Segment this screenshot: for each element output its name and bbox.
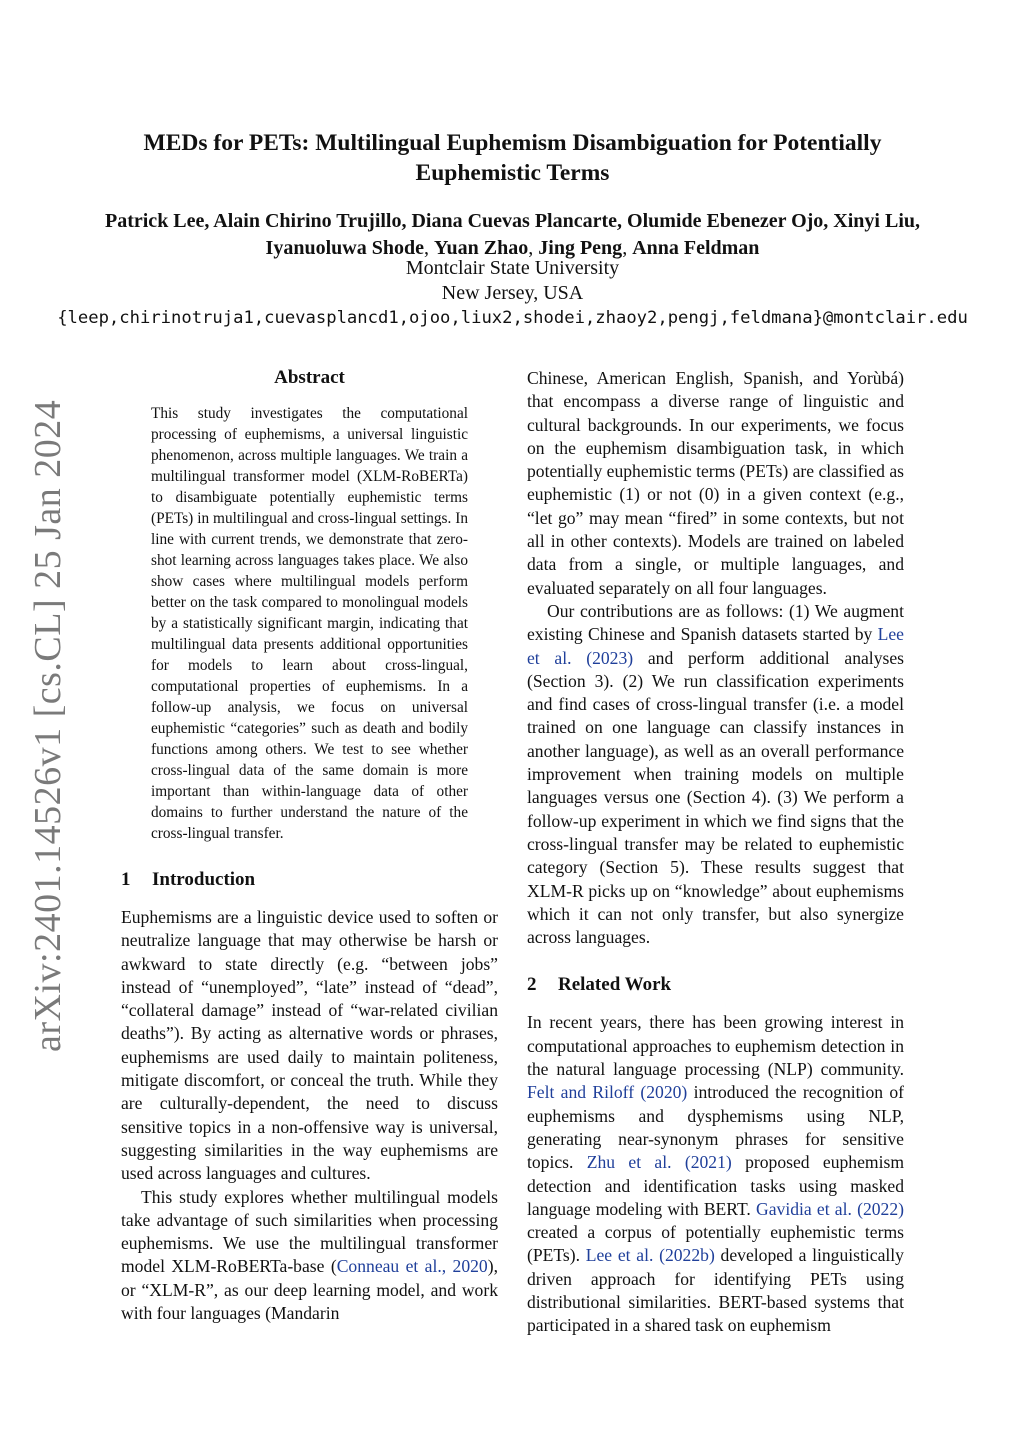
section-heading-introduction xyxy=(121,868,498,892)
text-run: In recent years, there has been growing interest in computational approaches to euphemism detection in the natural language processing (NLP) community. xyxy=(527,1012,904,1080)
right-column xyxy=(527,367,904,1338)
author-separator: , xyxy=(423,237,434,259)
text-run: introduced the recognition of euphemisms and dysphemisms using NLP, generating near-synonym phrases for sensitive topics. xyxy=(527,1082,904,1173)
text-run: This study explores whether multilingual models take advantage of such similarities when processing euphemisms. We use the multilingual transformer model XLM-RoBERTa-base ( xyxy=(121,1186,498,1277)
author-separator: , xyxy=(528,237,539,259)
author-zhao: Yuan Zhao xyxy=(433,237,529,259)
section-title: Introduction xyxy=(152,869,256,890)
section-heading-related-work xyxy=(527,973,904,997)
arxiv-identifier: arXiv:2401.14526v1 [cs.CL] 25 Jan 2024 xyxy=(27,399,69,1052)
text-run: proposed euphemism detection and identification tasks using masked language modeling with BERT. xyxy=(527,1152,904,1219)
intro-paragraph-1: Euphemisms are a linguistic device used to soften or neutralize language that may otherwise be harsh or awkward to state directly (e.g. “between jobs” instead of “unemployed”, “late” instead of “dead”, “collateral damage” instead of “war-related civilian deaths”). By acting as alternative words or phrases, euphemisms are used daily to maintain politeness, mitigate discomfort, or conceal the truth. While they are culturally-dependent, the need to discuss sensitive topics in a non-offensive way is universal, suggesting similarities in the way euphemisms are used across languages and cultures. xyxy=(121,907,498,1184)
citation-link-lee-2023[interactable]: Lee et al. (2023) xyxy=(527,624,904,668)
text-run: and perform additional analyses (Section 3). (2) We run classification experiments and find cases of cross-lingual transfer (i.e. a model trained on one language can classify instances in another language), as well as an overall performance improvement when training models on multiple languages versus one (Section 4). (3) We perform a follow-up experiment in which we find signs that the cross-lingual transfer may be related to euphemistic category (Section 5). These results suggest that XLM-R picks up on “knowledge” about euphemisms which it can not only transfer, but also synergize across languages. xyxy=(527,647,904,948)
section-title: Related Work xyxy=(558,974,672,996)
author-feldman: Anna Feldman xyxy=(632,237,760,259)
text-run: created a corpus of potentially euphemistic terms (PETs). xyxy=(527,1222,904,1266)
location: New Jersey, USA xyxy=(441,282,584,304)
section-number: 1 xyxy=(121,869,131,890)
section-number: 2 xyxy=(527,974,537,996)
abstract-heading: Abstract xyxy=(274,367,345,388)
author-list xyxy=(60,208,965,262)
citation-link-zhu[interactable]: Zhu et al. (2021) xyxy=(586,1152,732,1173)
citation-link-gavidia[interactable]: Gavidia et al. (2022) xyxy=(756,1198,904,1219)
authors-line-1: Patrick Lee, Alain Chirino Trujillo, Diana Cuevas Plancarte, Olumide Ebenezer Ojo, Xinyi Liu, xyxy=(105,210,920,232)
left-column xyxy=(121,366,498,1325)
related-work-paragraph xyxy=(527,1011,904,1337)
affiliation xyxy=(60,256,965,306)
citation-link-felt[interactable]: Felt and Riloff (2020) xyxy=(527,1082,688,1103)
intro-paragraph-2 xyxy=(121,1186,498,1326)
citation-link-conneau[interactable]: Conneau et al., 2020 xyxy=(336,1256,488,1277)
paper-title: MEDs for PETs: Multilingual Euphemism Disambiguation for Potentially Euphemistic Terms xyxy=(143,130,882,186)
text-run: developed a linguistically driven approach for identifying PETs using distributional similarities. BERT-based systems that participated in a shared task on euphemism xyxy=(527,1245,904,1336)
intro-paragraph-4 xyxy=(527,600,904,949)
text-run: ), or “XLM-R”, as our deep learning model, and work with four languages (Mandarin xyxy=(121,1256,498,1324)
abstract-text: This study investigates the computational processing of euphemisms, a universal linguistic phenomenon, across multiple languages. We train a multilingual transformer model (XLM-RoBERTa) to disambiguate potentially euphemistic terms (PETs) in multilingual and cross-lingual settings. In line with current trends, we demonstrate that zero-shot learning across languages takes place. We also show cases where multilingual models perform better on the task compared to monolingual models by a statistically significant margin, indicating that multilingual data presents additional opportunities for models to learn about cross-lingual, computational properties of euphemisms. In a follow-up analysis, we focus on universal euphemistic “categories” such as death and bodily functions among others. We test to see whether cross-lingual data of the same domain is more important than within-language data of other domains to further understand the nature of the cross-lingual transfer. xyxy=(151,405,468,842)
author-peng: Jing Peng xyxy=(538,237,623,259)
university: Montclair State University xyxy=(405,257,620,279)
author-separator: , xyxy=(622,237,633,259)
author-emails: {leep,chirinotruja1,cuevasplancd1,ojoo,liux2,shodei,zhaoy2,pengj,feldmana}@montclair.edu xyxy=(57,308,968,328)
author-shode: Iyanuoluwa Shode xyxy=(265,237,424,259)
text-run: Our contributions are as follows: (1) We augment existing Chinese and Spanish datasets started by xyxy=(527,600,904,645)
intro-paragraph-3: Chinese, American English, Spanish, and Yorùbá) that encompass a diverse range of linguistic and cultural backgrounds. In our experiments, we focus on the euphemism disambiguation task, in which potentially euphemistic terms (PETs) are classified as euphemistic (1) or not (0) in a given context (e.g., “let go” may mean “fired” in some contexts, but not all in other contexts). Models are trained on labeled data from a single, or multiple languages, and evaluated separately on all four languages. xyxy=(527,368,904,598)
citation-link-lee-2022b[interactable]: Lee et al. (2022b) xyxy=(585,1245,715,1266)
